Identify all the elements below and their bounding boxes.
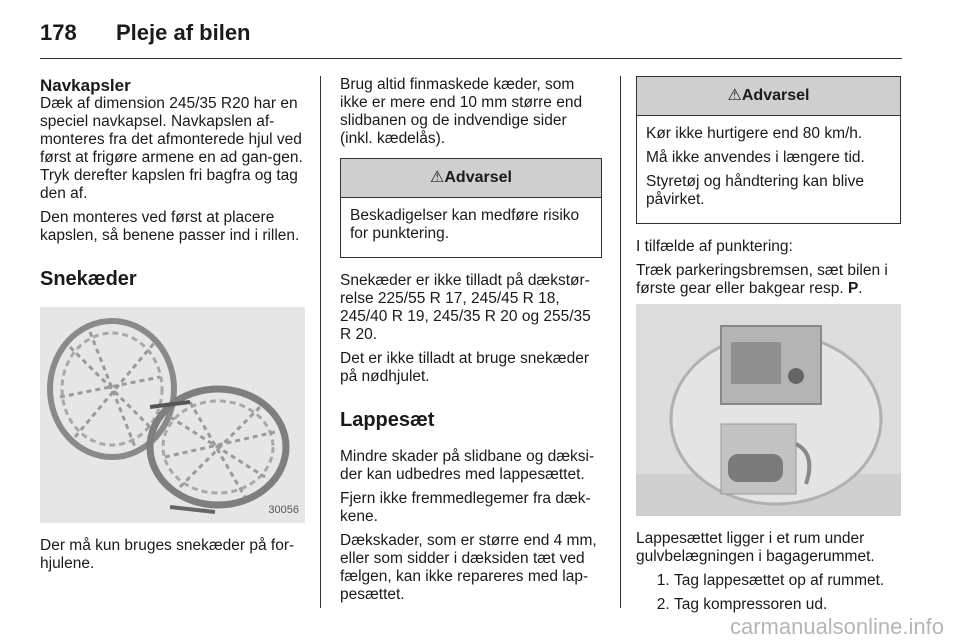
list-item: 1. Tag lappesættet op af rummet. bbox=[674, 572, 901, 590]
repair-kit-location: Lappesættet ligger i et rum under gulvbelægningen i bagagerummet. bbox=[636, 530, 875, 565]
navkapsler-paragraph-1: Dæk af dimension 245/35 R20 har en speciel navkapsel. Navkapslen af-monteres fra det afmonterede hjul ved først at frigøre armene en ad gan-gen. Tryk derefter kapslen fri bagfra og tag den af. bbox=[40, 95, 303, 202]
page-number: 178 bbox=[40, 20, 77, 45]
warning-header-1 bbox=[341, 159, 601, 198]
parking-brake-end: . bbox=[858, 280, 863, 297]
warning-box-1 bbox=[340, 158, 602, 258]
tire-size-paragraph: Snekæder er ikke tilladt på dækstør-relse 225/55 R 17, 245/45 R 18, 245/40 R 19, 245/35 R 20 og 255/35 R 20. bbox=[340, 272, 591, 343]
navkapsler-heading: Navkapsler bbox=[40, 76, 131, 95]
spare-wheel-paragraph: Det er ikke tilladt at bruge snekæder på nødhjulet. bbox=[340, 350, 589, 385]
repair-kit-paragraph-1: Mindre skader på slidbane og dæksi-der kan udbedres med lappesættet. bbox=[340, 448, 595, 483]
column-divider-1 bbox=[320, 76, 321, 608]
column-divider-2 bbox=[620, 76, 621, 608]
page-header bbox=[40, 20, 251, 46]
snekaeder-heading: Snekæder bbox=[40, 268, 137, 290]
warning-text-1: Beskadigelser kan medføre risiko for punktering. bbox=[350, 207, 580, 242]
list-item: 2. Tag kompressoren ud. bbox=[674, 596, 901, 614]
warning-title-2: Advarsel bbox=[741, 87, 810, 104]
lappesaet-heading: Lappesæt bbox=[340, 409, 435, 431]
header-rule bbox=[40, 58, 902, 59]
column-1 bbox=[40, 76, 305, 579]
column-2 bbox=[340, 76, 602, 610]
repair-kit-paragraph-3: Dækskader, som er større end 4 mm, eller som sidder i dæksiden tæt ved fælgen, kan ikke repareres med lap-pesættet. bbox=[340, 532, 597, 603]
column-3 bbox=[636, 76, 901, 620]
steps-list bbox=[636, 572, 901, 614]
repair-kit-paragraph-2: Fjern ikke fremmedlegemer fra dæk-kene. bbox=[340, 490, 591, 525]
warning-line-2: Må ikke anvendes i længere tid. bbox=[646, 149, 865, 166]
figure-code: 30056 bbox=[268, 504, 299, 516]
gear-p: P bbox=[847, 280, 859, 297]
warning-line-1: Kør ikke hurtigere end 80 km/h. bbox=[646, 125, 863, 142]
parking-brake-paragraph bbox=[636, 262, 901, 298]
warning-header-2 bbox=[637, 77, 900, 116]
chains-paragraph: Brug altid finmaskede kæder, som ikke er mere end 10 mm større end slidbanen og de indvendige sider (inkl. kædelås). bbox=[340, 76, 583, 147]
warning-line-3: Styretøj og håndtering kan blive påvirket. bbox=[646, 173, 864, 208]
navkapsler-paragraph-2: Den monteres ved først at placere kapslen, så benene passer ind i rillen. bbox=[40, 209, 300, 244]
repair-kit-figure bbox=[636, 304, 901, 516]
repair-kit-illustration bbox=[636, 304, 901, 516]
snow-chains-illustration bbox=[40, 307, 305, 523]
watermark: carmanualsonline.info bbox=[729, 614, 944, 639]
warning-icon: ⚠ bbox=[430, 169, 445, 186]
parking-brake-text: Træk parkeringsbremsen, sæt bilen i første gear eller bakgear resp. bbox=[636, 262, 888, 297]
snow-chains-figure bbox=[40, 307, 305, 523]
snekaeder-paragraph: Der må kun bruges snekæder på for-hjulene. bbox=[40, 537, 295, 572]
warning-icon: ⚠ bbox=[727, 87, 742, 104]
warning-title-1: Advarsel bbox=[444, 169, 512, 186]
puncture-intro: I tilfælde af punktering: bbox=[636, 238, 793, 255]
warning-box-2 bbox=[636, 76, 901, 224]
page-title: Pleje af bilen bbox=[116, 20, 251, 45]
